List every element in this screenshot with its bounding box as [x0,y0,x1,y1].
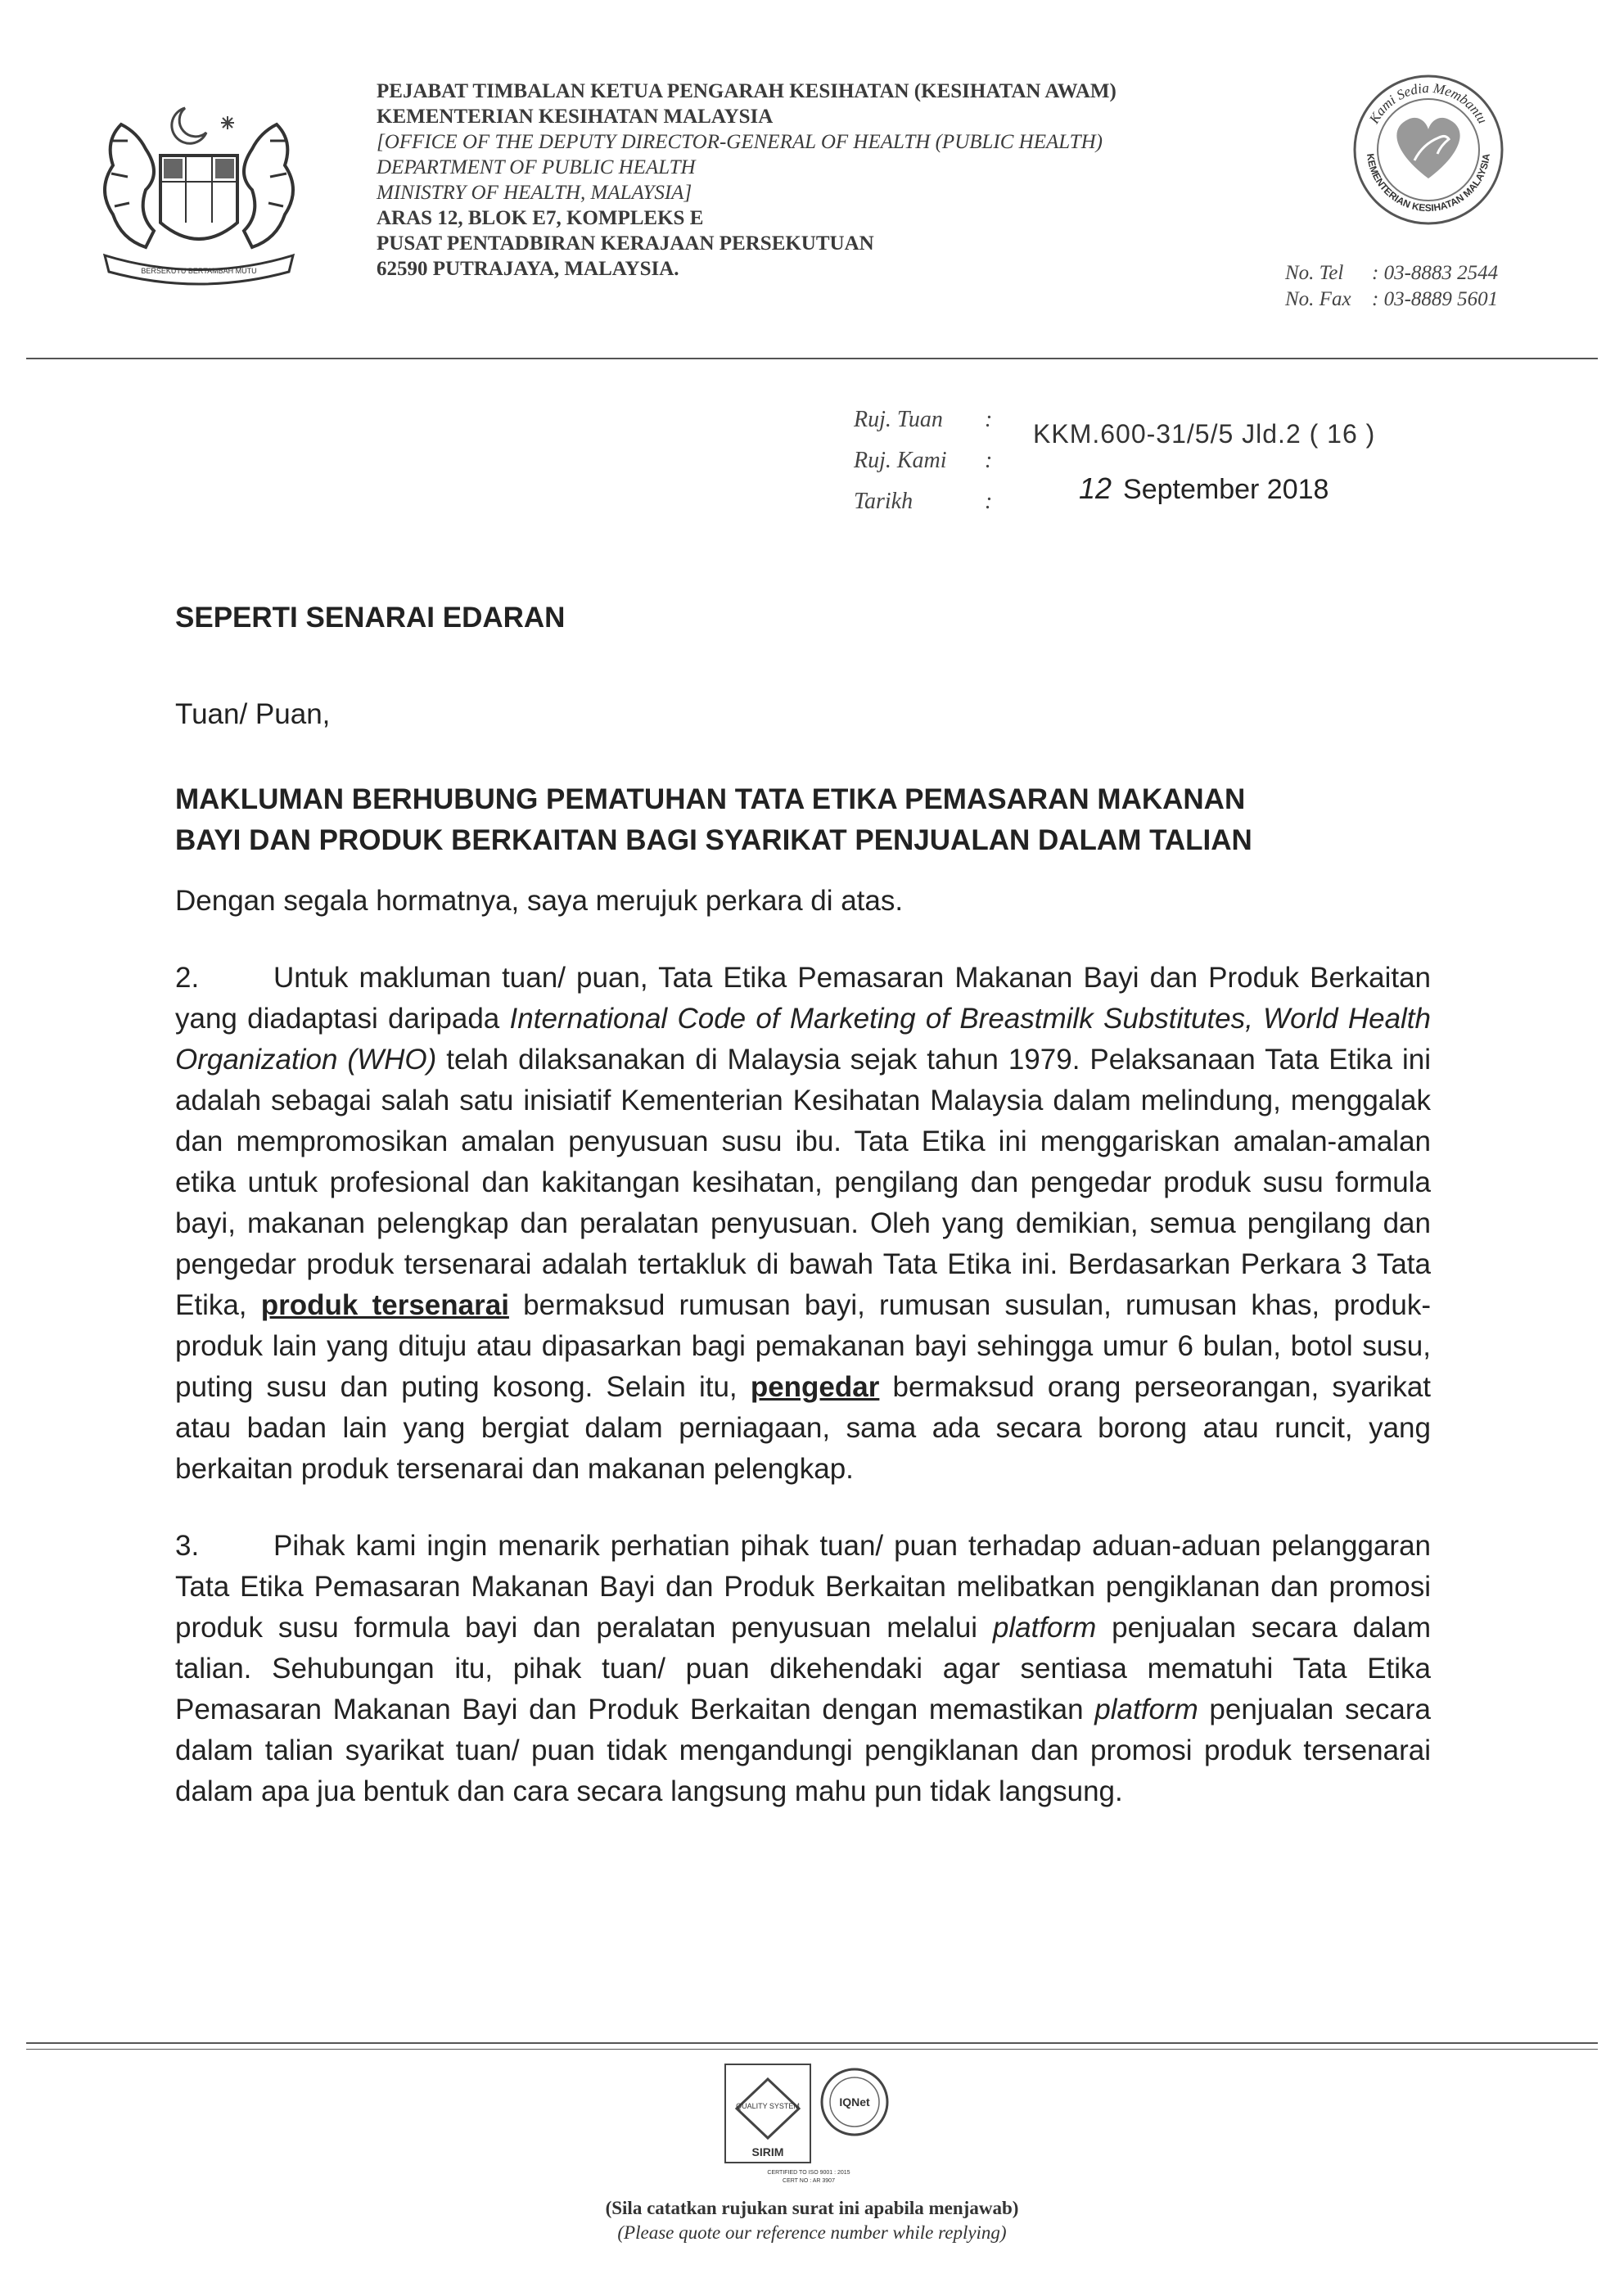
date-day: 12 [1079,471,1112,505]
letter-date [1079,471,1329,506]
seal-top-text: Kami Sedia Membantu [1366,79,1491,127]
recipient: SEPERTI SENARAI EDARAN [175,602,566,634]
letterhead-line: [OFFICE OF THE DEPUTY DIRECTOR-GENERAL OF HEALTH (PUBLIC HEALTH) [377,131,1103,153]
letterhead-line: KEMENTERIAN KESIHATAN MALAYSIA [377,106,774,128]
subject-line-1: MAKLUMAN BERHUBUNG PEMATUHAN TATA ETIKA PEMASARAN MAKANAN [175,783,1246,815]
tel-value: : 03-8883 2544 [1372,262,1499,284]
fax-value: : 03-8889 5601 [1372,288,1499,310]
letterhead-line: ARAS 12, BLOK E7, KOMPLEKS E [377,207,704,229]
salutation: Tuan/ Puan, [175,698,331,730]
reference-block: Ruj. Tuan : Ruj. Kami : Tarikh : [854,399,1017,522]
cert-caption-2: CERT NO : AR 3907 [783,2178,835,2184]
letterhead-line: MINISTRY OF HEALTH, MALAYSIA] [377,182,692,204]
header-divider [26,358,1598,359]
footer-note-malay: (Sila catatkan rujukan surat ini apabila menjawab) [605,2198,1019,2218]
opening-line: Dengan segala hormatnya, saya merujuk perkara di atas. [175,885,904,917]
footer-divider-1 [26,2042,1598,2044]
term-pengedar: pengedar [750,1371,880,1403]
contact-block [1285,260,1498,313]
fax-label: No. Fax [1285,288,1351,310]
tarikh-label: Tarikh [854,489,914,514]
kami-sedia-membantu-seal-icon [1351,72,1506,228]
date-month-year: September 2018 [1123,474,1329,505]
paragraph-3-number: 3. [175,1530,200,1562]
footer-divider-2 [26,2049,1598,2050]
cert1-brand: SIRIM [751,2145,784,2158]
letter-body [175,598,1431,1812]
cert2-text: IQNet [839,2095,870,2109]
ruj-kami-label: Ruj. Kami [854,448,947,473]
subject-line-2: BAYI DAN PRODUK BERKAITAN BAGI SYARIKAT PENJUALAN DALAM TALIAN [175,824,1252,856]
malaysia-coat-of-arms-icon [88,92,309,288]
tel-label: No. Tel [1285,262,1344,284]
sirim-iqnet-certification-icon [724,2059,904,2207]
paragraph-2: 2. Untuk makluman tuan/ puan, Tata Etika Pemasaran Makanan Bayi dan Produk Berkaitan yang diadaptasi daripada International Code of Marketing of Breastmilk Substitutes, World Health Organization (WHO) telah dilaksanakan di Malaysia sejak tahun 1979. Pelaksanaan Tata Etika ini adalah sebagai salah satu inisiatif Kementerian Kesihatan Malaysia dalam melindung, menggalak dan mempromosikan amalan penyusuan susu ibu. Tata Etika ini menggariskan amalan-amalan etika untuk profesional dan kakitangan kesihatan, pengilang dan pengedar produk susu formula bayi, makanan pelengkap dan peralatan penyusuan. Oleh yang demikian, semua pengilang dan pengedar produk tersenarai adalah tertakluk di bawah Tata Etika ini. Berdasarkan Perkara 3 Tata Etika, produk tersenarai bermaksud rumusan bayi, rumusan susulan, rumusan khas, produk-produk lain yang dituju atau dipasarkan bagi pemakanan bayi sehingga umur 6 bulan, botol susu, puting susu dan puting kosong. Selain itu, pengedar bermaksud orang perseorangan, syarikat atau badan lain yang bergiat dalam perniagaan, sama ada secara borong atau runcit, yang berkaitan produk tersenarai dan makanan pelengkap. [175,958,1431,1490]
ruj-kami-value: KKM.600-31/5/5 Jld.2 ( 16 ) [1033,419,1376,449]
letterhead-line: DEPARTMENT OF PUBLIC HEALTH [377,156,696,178]
cert1-text: QUALITY SYSTEM [736,2102,800,2110]
seal-ring-text: KEMENTERIAN KESIHATAN MALAYSIA [1365,152,1492,214]
crest-motto: BERSEKUTU BERTAMBAH MUTU [141,267,257,275]
svg-text:Kami Sedia Membantu [1366,80,1491,127]
cert-caption-1: CERTIFIED TO ISO 9001 : 2015 [767,2170,850,2176]
term-produk-tersenarai: produk tersenarai [260,1289,509,1321]
ruj-tuan-label: Ruj. Tuan [854,407,943,432]
footer-note [0,2196,1624,2245]
letterhead-line: PEJABAT TIMBALAN KETUA PENGARAH KESIHATAN (KESIHATAN AWAM) [377,80,1116,102]
letterhead-address [377,79,1116,282]
letterhead-line: PUSAT PENTADBIRAN KERAJAAN PERSEKUTUAN [377,232,874,255]
who-code-title: International Code of Marketing of Breastmilk Substitutes, World Health Organization (WHO) [175,1003,1431,1076]
paragraph-2-number: 2. [175,962,200,994]
letterhead-line: 62590 PUTRAJAYA, MALAYSIA. [377,258,679,280]
paragraph-3: 3. Pihak kami ingin menarik perhatian pihak tuan/ puan terhadap aduan-aduan pelanggaran Tata Etika Pemasaran Makanan Bayi dan Produk Berkaitan melibatkan pengiklanan dan promosi produk susu formula bayi dan peralatan penyusuan melalui platform penjualan secara dalam talian. Sehubungan itu, pihak tuan/ puan dikehendaki agar sentiasa mematuhi Tata Etika Pemasaran Makanan Bayi dan Produk Berkaitan dengan memastikan platform penjualan secara dalam talian syarikat tuan/ puan tidak mengandungi pengiklanan dan promosi produk tersenarai dalam apa jua bentuk dan cara secara langsung mahu pun tidak langsung. [175,1526,1431,1812]
footer-note-english: (Please quote our reference number while replying) [617,2222,1007,2243]
